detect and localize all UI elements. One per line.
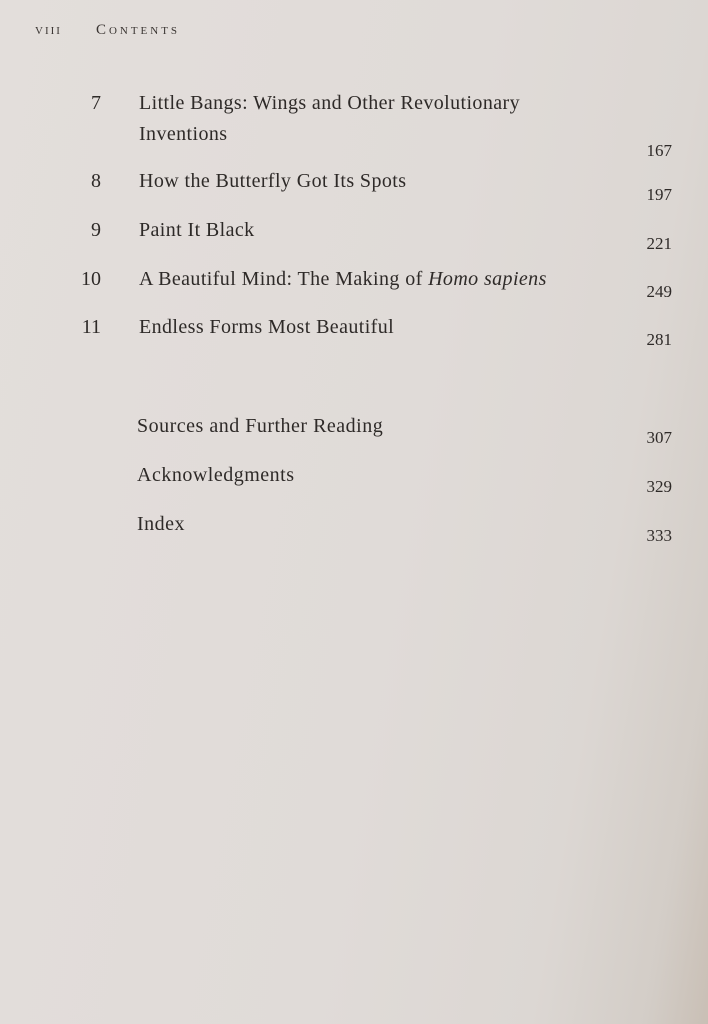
chapter-number: 10 [81, 268, 101, 290]
page-number: 307 [646, 428, 672, 447]
chapter-title-line-1: Little Bangs: Wings and Other Revolutionary [139, 92, 520, 114]
toc-entry-sources [0, 411, 708, 451]
page-folio: VIII [35, 25, 62, 37]
page-number: 167 [646, 141, 672, 160]
chapter-title: Endless Forms Most Beautiful [139, 316, 395, 338]
chapter-title: How the Butterfly Got Its Spots [139, 170, 407, 192]
chapter-number: 7 [91, 92, 101, 114]
toc-entry-chapter-9 [0, 215, 708, 255]
page-number: 281 [646, 330, 672, 349]
toc-entry-chapter-8 [0, 166, 708, 206]
toc-entry-chapter-11 [0, 312, 708, 352]
toc-entry-acknowledgments [0, 460, 708, 500]
back-matter-title: Acknowledgments [137, 464, 295, 486]
chapter-number: 9 [91, 219, 101, 241]
page-number: 333 [646, 526, 672, 545]
toc-entry-chapter-7 [0, 88, 708, 160]
chapter-number: 11 [81, 316, 101, 338]
page-number: 329 [646, 477, 672, 496]
chapter-title-italic: Homo sapiens [428, 268, 547, 290]
page-number: 197 [646, 185, 672, 204]
chapter-title-text: A Beautiful Mind: The Making of [139, 268, 429, 290]
toc-entry-chapter-10 [0, 264, 708, 304]
page-number: 249 [646, 282, 672, 301]
back-matter-title: Index [137, 513, 186, 535]
chapter-title: Paint It Black [139, 219, 255, 241]
page-number: 221 [646, 234, 672, 253]
toc-entry-index [0, 509, 708, 549]
running-head [35, 22, 180, 39]
chapter-title-line-2: Inventions [139, 123, 228, 145]
chapter-title [139, 88, 619, 150]
chapter-number: 8 [91, 170, 101, 192]
back-matter-title: Sources and Further Reading [137, 415, 384, 437]
running-head-title: Contents [95, 22, 181, 38]
chapter-title [139, 264, 619, 295]
